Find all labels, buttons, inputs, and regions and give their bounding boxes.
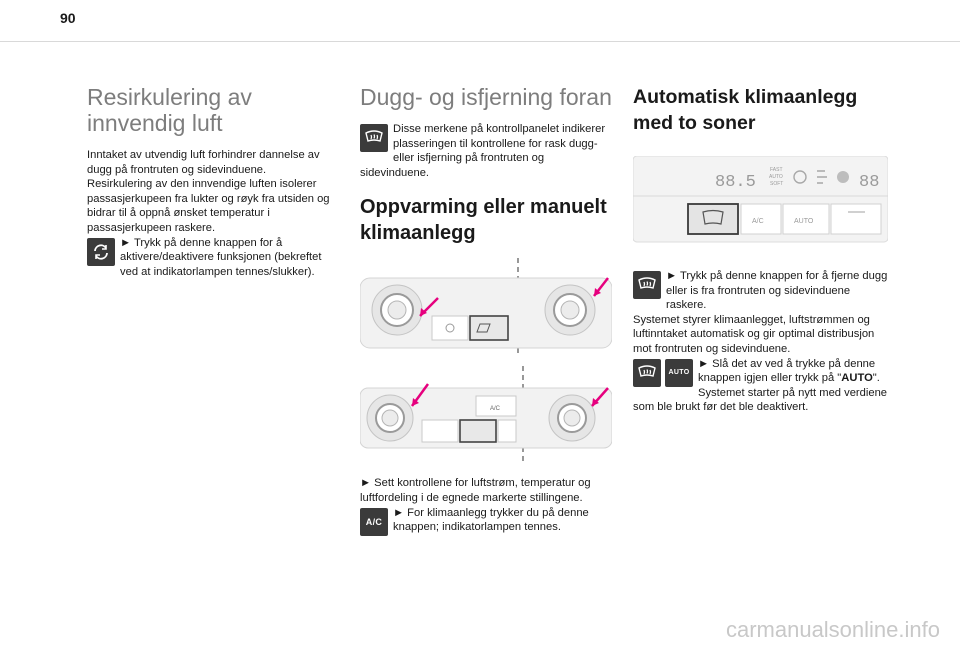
page-number: 90 bbox=[60, 10, 76, 26]
manual-panel-figure-2 bbox=[360, 366, 612, 466]
ac-step-text: ► For klimaanlegg trykker du på denne knappen; indikatorlampen tennes. bbox=[393, 506, 589, 534]
auto-demist-step-text: ► Trykk på denne knappen for å fjerne dugg eller is fra frontruten og sidevinduene raskere. bbox=[666, 270, 888, 312]
title-line-1: Resirkulering av bbox=[87, 84, 252, 110]
title-line-2: innvendig luft bbox=[87, 110, 223, 136]
windscreen-demist-icon bbox=[633, 271, 661, 299]
top-divider bbox=[0, 41, 960, 42]
subtitle-line-2: klimaanlegg bbox=[360, 222, 476, 245]
auto-icon: AUTO bbox=[665, 359, 693, 387]
auto-off-icons bbox=[633, 359, 693, 387]
mode-fast: FAST bbox=[770, 167, 783, 173]
subtitle-line-1: Oppvarming eller manuelt bbox=[360, 196, 607, 219]
subsection-title-manual bbox=[360, 194, 612, 246]
ac-step bbox=[360, 506, 612, 535]
windscreen-demist-icon bbox=[360, 124, 388, 152]
watermark: carmanualsonline.info bbox=[725, 617, 940, 642]
demist-intro-text: Disse merkene på kontrollpanelet indikerer plasseringen til kontrollene for rask dugg- eller isfjerning på frontruten og sidevinduene. bbox=[360, 123, 606, 179]
ac-icon: A/C bbox=[360, 508, 388, 536]
auto-panel-figure bbox=[633, 156, 888, 251]
auto-panel-ac-button: A/C bbox=[752, 218, 764, 225]
title-line-1: Automatisk klimaanlegg bbox=[633, 86, 858, 108]
display-left: 88.5 bbox=[715, 173, 756, 192]
auto-off-step bbox=[633, 357, 888, 386]
auto-demist-step bbox=[633, 269, 888, 313]
display-right: 88 bbox=[859, 173, 880, 192]
title-line-2: med to soner bbox=[633, 112, 756, 134]
section-title-recirculation bbox=[87, 84, 337, 136]
recirculation-step-text: ► Trykk på denne knappen for å aktivere/deaktivere funksjonen (bekreftet ved at indikatorlampen tennes/slukker). bbox=[120, 236, 322, 278]
manual-step-1: ► Sett kontrollene for luftstrøm, temperatur og luftfordeling i de egnede markerte stillingene. bbox=[360, 477, 591, 504]
section-title-auto bbox=[633, 84, 888, 136]
recirculation-step bbox=[87, 236, 337, 280]
column-auto-climate bbox=[633, 80, 888, 415]
auto-off-step-text: ► Slå det av ved å trykke på denne knappen igjen eller trykk på "AUTO". bbox=[698, 357, 880, 385]
panel2-ac-label: A/C bbox=[490, 406, 501, 413]
column-recirculation bbox=[87, 80, 337, 279]
manual-panel-figure-1 bbox=[360, 258, 612, 358]
auto-restart-text: Systemet starter på nytt med verdiene som ble brukt før det ble deaktivert. bbox=[633, 386, 888, 414]
section-title-demist: Dugg- og isfjerning foran bbox=[360, 84, 612, 110]
auto-panel-auto-button: AUTO bbox=[794, 218, 814, 225]
windscreen-demist-icon bbox=[633, 359, 661, 387]
mode-auto: AUTO bbox=[769, 174, 783, 180]
auto-system-text: Systemet styrer klimaanlegget, luftstrømmen og luftinntaket automatisk og gir optimal distribusjon mot frontruten og sidevinduene. bbox=[633, 313, 875, 355]
recirculation-icon bbox=[87, 238, 115, 266]
column-demist bbox=[360, 80, 612, 536]
demist-intro-block bbox=[360, 122, 612, 180]
recirculation-intro: Inntaket av utvendig luft forhindrer dannelse av dugg på frontruten og sidevinduene. bbox=[87, 149, 320, 176]
mode-soft: SOFT bbox=[770, 181, 784, 187]
recirculation-body: Resirkulering av den innvendige luften isolerer passasjerkupeen fra lukter og røyk fra utsiden og bidrar til å oppnå ønsket temperatur i passasjerkupeen raskere. bbox=[87, 178, 330, 234]
